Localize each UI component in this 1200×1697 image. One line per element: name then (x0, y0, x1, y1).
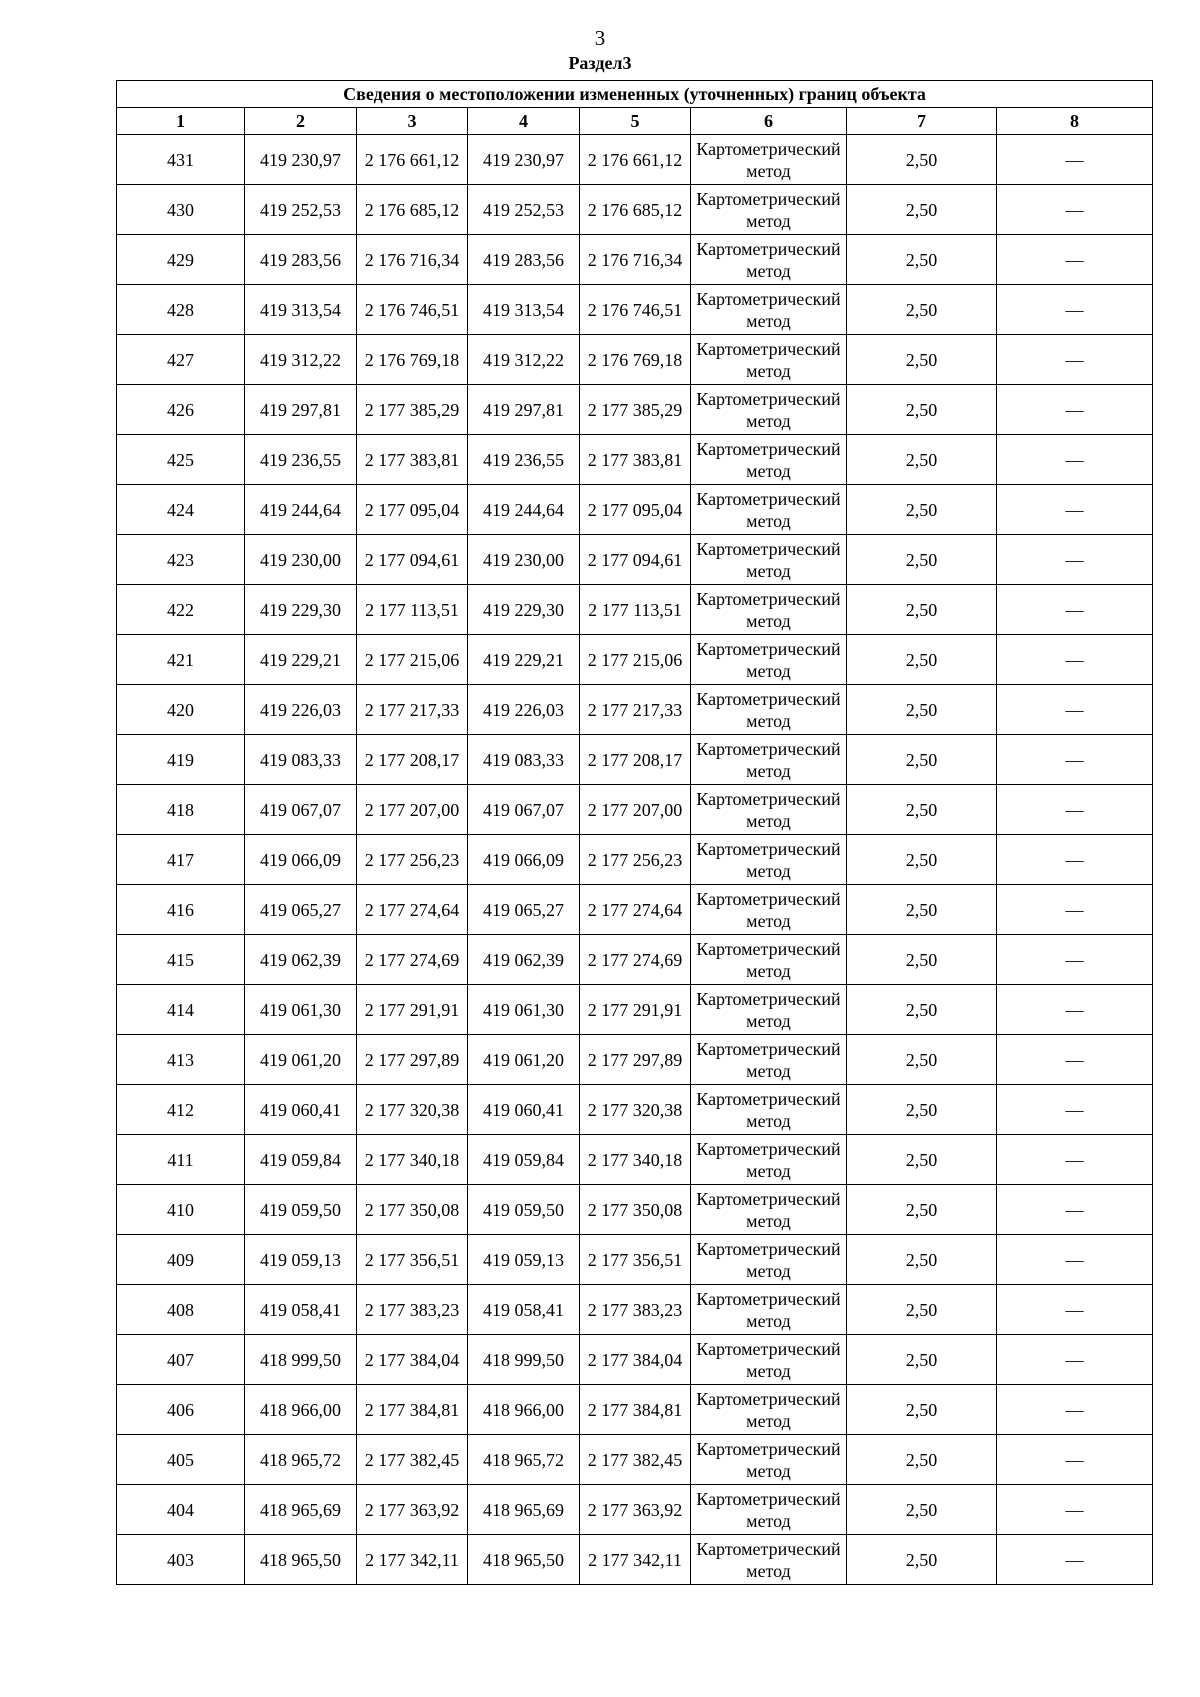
table-row (117, 435, 1153, 485)
cell-accuracy: 2,50 (847, 735, 997, 785)
table-row (117, 1235, 1153, 1285)
cell-x-existing: 419 060,41 (245, 1085, 357, 1135)
cell-description: — (997, 485, 1153, 535)
cell-accuracy: 2,50 (847, 135, 997, 185)
cell-description: — (997, 1085, 1153, 1135)
cell-y-new: 2 177 274,64 (580, 885, 691, 935)
cell-point-number: 420 (117, 685, 245, 735)
cell-accuracy: 2,50 (847, 1135, 997, 1185)
cell-method: Картометрический метод (691, 385, 847, 435)
cell-y-existing: 2 177 320,38 (357, 1085, 468, 1135)
cell-y-new: 2 176 769,18 (580, 335, 691, 385)
cell-description: — (997, 935, 1153, 985)
cell-accuracy: 2,50 (847, 685, 997, 735)
cell-point-number: 417 (117, 835, 245, 885)
cell-y-new: 2 177 207,00 (580, 785, 691, 835)
cell-x-new: 419 066,09 (468, 835, 580, 885)
cell-accuracy: 2,50 (847, 585, 997, 635)
cell-x-new: 419 065,27 (468, 885, 580, 935)
cell-x-existing: 419 283,56 (245, 235, 357, 285)
cell-x-new: 418 965,72 (468, 1435, 580, 1485)
cell-y-new: 2 177 320,38 (580, 1085, 691, 1135)
cell-y-existing: 2 177 385,29 (357, 385, 468, 435)
cell-y-new: 2 177 113,51 (580, 585, 691, 635)
cell-accuracy: 2,50 (847, 985, 997, 1035)
cell-y-existing: 2 177 383,23 (357, 1285, 468, 1335)
cell-y-existing: 2 177 356,51 (357, 1235, 468, 1285)
cell-x-new: 419 059,84 (468, 1135, 580, 1185)
cell-y-existing: 2 177 384,04 (357, 1335, 468, 1385)
table-row (117, 1435, 1153, 1485)
cell-accuracy: 2,50 (847, 835, 997, 885)
cell-point-number: 416 (117, 885, 245, 935)
cell-point-number: 424 (117, 485, 245, 535)
cell-point-number: 411 (117, 1135, 245, 1185)
cell-point-number: 403 (117, 1535, 245, 1585)
cell-y-existing: 2 176 746,51 (357, 285, 468, 335)
cell-y-existing: 2 177 256,23 (357, 835, 468, 885)
cell-method: Картометрический метод (691, 235, 847, 285)
cell-x-new: 418 965,50 (468, 1535, 580, 1585)
column-number: 4 (468, 108, 580, 135)
cell-description: — (997, 1335, 1153, 1385)
cell-y-new: 2 176 716,34 (580, 235, 691, 285)
cell-y-existing: 2 177 207,00 (357, 785, 468, 835)
cell-description: — (997, 1285, 1153, 1335)
cell-method: Картометрический метод (691, 585, 847, 635)
cell-method: Картометрический метод (691, 1285, 847, 1335)
cell-x-new: 419 061,30 (468, 985, 580, 1035)
cell-point-number: 406 (117, 1385, 245, 1435)
cell-description: — (997, 785, 1153, 835)
table-row (117, 185, 1153, 235)
cell-point-number: 404 (117, 1485, 245, 1535)
cell-y-new: 2 177 274,69 (580, 935, 691, 985)
cell-x-new: 419 297,81 (468, 385, 580, 435)
table-row (117, 735, 1153, 785)
cell-method: Картометрический метод (691, 485, 847, 535)
cell-x-existing: 419 244,64 (245, 485, 357, 535)
cell-x-existing: 419 061,30 (245, 985, 357, 1035)
table-row (117, 985, 1153, 1035)
table-row (117, 785, 1153, 835)
cell-x-new: 418 965,69 (468, 1485, 580, 1535)
table-row (117, 635, 1153, 685)
cell-x-new: 419 236,55 (468, 435, 580, 485)
table-row (117, 1335, 1153, 1385)
cell-description: — (997, 1435, 1153, 1485)
cell-method: Картометрический метод (691, 1085, 847, 1135)
table-row (117, 1385, 1153, 1435)
cell-x-new: 419 059,50 (468, 1185, 580, 1235)
cell-method: Картометрический метод (691, 935, 847, 985)
table-row (117, 1485, 1153, 1535)
table-caption-row (117, 81, 1153, 108)
table-caption: Сведения о местоположении измененных (уточненных) границ объекта (117, 81, 1153, 108)
cell-x-new: 419 283,56 (468, 235, 580, 285)
cell-x-new: 419 230,97 (468, 135, 580, 185)
column-number: 3 (357, 108, 468, 135)
cell-method: Картометрический метод (691, 1185, 847, 1235)
cell-y-new: 2 177 363,92 (580, 1485, 691, 1535)
cell-accuracy: 2,50 (847, 1385, 997, 1435)
cell-method: Картометрический метод (691, 1385, 847, 1435)
cell-description: — (997, 685, 1153, 735)
cell-y-existing: 2 177 340,18 (357, 1135, 468, 1185)
cell-accuracy: 2,50 (847, 185, 997, 235)
table-row (117, 1185, 1153, 1235)
cell-y-new: 2 177 095,04 (580, 485, 691, 535)
cell-x-new: 419 229,21 (468, 635, 580, 685)
table-row (117, 135, 1153, 185)
cell-point-number: 423 (117, 535, 245, 585)
section-title: Раздел3 (568, 53, 632, 73)
cell-x-new: 419 226,03 (468, 685, 580, 735)
cell-x-existing: 419 230,00 (245, 535, 357, 585)
cell-method: Картометрический метод (691, 685, 847, 735)
cell-method: Картометрический метод (691, 135, 847, 185)
cell-description: — (997, 1235, 1153, 1285)
cell-x-new: 419 067,07 (468, 785, 580, 835)
cell-method: Картометрический метод (691, 1535, 847, 1585)
cell-x-existing: 418 965,50 (245, 1535, 357, 1585)
cell-y-existing: 2 177 274,64 (357, 885, 468, 935)
cell-description: — (997, 735, 1153, 785)
cell-y-existing: 2 177 342,11 (357, 1535, 468, 1585)
cell-x-existing: 418 965,69 (245, 1485, 357, 1535)
cell-x-existing: 419 229,21 (245, 635, 357, 685)
cell-y-new: 2 177 297,89 (580, 1035, 691, 1085)
cell-accuracy: 2,50 (847, 1185, 997, 1235)
cell-method: Картометрический метод (691, 185, 847, 235)
cell-y-existing: 2 176 769,18 (357, 335, 468, 385)
cell-y-new: 2 177 215,06 (580, 635, 691, 685)
cell-y-new: 2 177 384,04 (580, 1335, 691, 1385)
column-number: 6 (691, 108, 847, 135)
cell-accuracy: 2,50 (847, 1035, 997, 1085)
cell-x-existing: 419 061,20 (245, 1035, 357, 1085)
cell-y-existing: 2 176 685,12 (357, 185, 468, 235)
cell-method: Картометрический метод (691, 735, 847, 785)
cell-method: Картометрический метод (691, 785, 847, 835)
cell-x-new: 418 966,00 (468, 1385, 580, 1435)
table-row (117, 1085, 1153, 1135)
cell-accuracy: 2,50 (847, 535, 997, 585)
cell-x-existing: 419 312,22 (245, 335, 357, 385)
cell-y-new: 2 177 256,23 (580, 835, 691, 885)
cell-method: Картометрический метод (691, 985, 847, 1035)
cell-y-new: 2 177 385,29 (580, 385, 691, 435)
cell-x-existing: 419 236,55 (245, 435, 357, 485)
cell-accuracy: 2,50 (847, 235, 997, 285)
cell-accuracy: 2,50 (847, 785, 997, 835)
cell-x-new: 419 058,41 (468, 1285, 580, 1335)
cell-accuracy: 2,50 (847, 385, 997, 435)
column-number: 2 (245, 108, 357, 135)
table-row (117, 935, 1153, 985)
cell-y-new: 2 177 217,33 (580, 685, 691, 735)
cell-description: — (997, 1385, 1153, 1435)
cell-x-new: 419 061,20 (468, 1035, 580, 1085)
cell-x-existing: 418 965,72 (245, 1435, 357, 1485)
cell-y-new: 2 177 340,18 (580, 1135, 691, 1185)
cell-y-existing: 2 177 363,92 (357, 1485, 468, 1535)
cell-accuracy: 2,50 (847, 885, 997, 935)
cell-description: — (997, 235, 1153, 285)
cell-y-new: 2 176 746,51 (580, 285, 691, 335)
table-row (117, 335, 1153, 385)
cell-y-new: 2 177 356,51 (580, 1235, 691, 1285)
cell-method: Картометрический метод (691, 1335, 847, 1385)
cell-x-existing: 419 067,07 (245, 785, 357, 835)
cell-point-number: 414 (117, 985, 245, 1035)
cell-point-number: 422 (117, 585, 245, 635)
cell-y-new: 2 176 661,12 (580, 135, 691, 185)
cell-description: — (997, 385, 1153, 435)
boundary-coordinates-table (116, 80, 1153, 1585)
cell-y-existing: 2 177 274,69 (357, 935, 468, 985)
cell-y-existing: 2 177 291,91 (357, 985, 468, 1035)
cell-x-existing: 419 252,53 (245, 185, 357, 235)
cell-point-number: 425 (117, 435, 245, 485)
cell-y-existing: 2 177 383,81 (357, 435, 468, 485)
cell-point-number: 412 (117, 1085, 245, 1135)
cell-x-new: 419 062,39 (468, 935, 580, 985)
cell-x-new: 419 060,41 (468, 1085, 580, 1135)
cell-x-existing: 418 966,00 (245, 1385, 357, 1435)
table-body (117, 135, 1153, 1585)
cell-x-new: 419 083,33 (468, 735, 580, 785)
cell-x-new: 419 252,53 (468, 185, 580, 235)
cell-x-existing: 419 059,50 (245, 1185, 357, 1235)
cell-x-existing: 419 059,84 (245, 1135, 357, 1185)
cell-x-existing: 419 058,41 (245, 1285, 357, 1335)
cell-x-new: 419 244,64 (468, 485, 580, 535)
cell-point-number: 418 (117, 785, 245, 835)
cell-point-number: 410 (117, 1185, 245, 1235)
cell-x-existing: 419 230,97 (245, 135, 357, 185)
cell-y-new: 2 177 291,91 (580, 985, 691, 1035)
cell-x-existing: 419 065,27 (245, 885, 357, 935)
column-number-row (117, 108, 1153, 135)
cell-y-existing: 2 177 384,81 (357, 1385, 468, 1435)
table-row (117, 285, 1153, 335)
cell-method: Картометрический метод (691, 835, 847, 885)
table-row (117, 885, 1153, 935)
cell-x-new: 419 312,22 (468, 335, 580, 385)
cell-method: Картометрический метод (691, 1485, 847, 1535)
cell-point-number: 429 (117, 235, 245, 285)
cell-accuracy: 2,50 (847, 1235, 997, 1285)
cell-accuracy: 2,50 (847, 635, 997, 685)
cell-point-number: 419 (117, 735, 245, 785)
cell-description: — (997, 135, 1153, 185)
cell-accuracy: 2,50 (847, 335, 997, 385)
cell-accuracy: 2,50 (847, 935, 997, 985)
cell-method: Картометрический метод (691, 335, 847, 385)
column-number: 5 (580, 108, 691, 135)
cell-y-existing: 2 177 217,33 (357, 685, 468, 735)
cell-point-number: 409 (117, 1235, 245, 1285)
cell-point-number: 415 (117, 935, 245, 985)
table-row (117, 1035, 1153, 1085)
cell-y-new: 2 177 384,81 (580, 1385, 691, 1435)
cell-point-number: 426 (117, 385, 245, 435)
cell-x-new: 419 059,13 (468, 1235, 580, 1285)
cell-y-new: 2 177 350,08 (580, 1185, 691, 1235)
table-row (117, 685, 1153, 735)
cell-y-existing: 2 177 094,61 (357, 535, 468, 585)
cell-y-existing: 2 176 716,34 (357, 235, 468, 285)
cell-x-existing: 419 313,54 (245, 285, 357, 335)
cell-point-number: 405 (117, 1435, 245, 1485)
cell-y-existing: 2 177 113,51 (357, 585, 468, 635)
cell-point-number: 430 (117, 185, 245, 235)
cell-x-existing: 419 229,30 (245, 585, 357, 635)
table-row (117, 1535, 1153, 1585)
cell-x-new: 419 313,54 (468, 285, 580, 335)
cell-point-number: 431 (117, 135, 245, 185)
cell-y-existing: 2 177 215,06 (357, 635, 468, 685)
cell-method: Картометрический метод (691, 535, 847, 585)
cell-description: — (997, 1035, 1153, 1085)
cell-point-number: 427 (117, 335, 245, 385)
table-row (117, 485, 1153, 535)
table-row (117, 535, 1153, 585)
table-row (117, 1135, 1153, 1185)
cell-accuracy: 2,50 (847, 1435, 997, 1485)
cell-x-existing: 419 083,33 (245, 735, 357, 785)
cell-x-existing: 419 062,39 (245, 935, 357, 985)
cell-y-existing: 2 176 661,12 (357, 135, 468, 185)
column-number: 7 (847, 108, 997, 135)
cell-y-existing: 2 177 382,45 (357, 1435, 468, 1485)
cell-description: — (997, 335, 1153, 385)
cell-point-number: 408 (117, 1285, 245, 1335)
cell-x-existing: 418 999,50 (245, 1335, 357, 1385)
cell-accuracy: 2,50 (847, 1485, 997, 1535)
cell-description: — (997, 285, 1153, 335)
cell-accuracy: 2,50 (847, 1085, 997, 1135)
cell-x-existing: 419 226,03 (245, 685, 357, 735)
cell-y-existing: 2 177 297,89 (357, 1035, 468, 1085)
cell-description: — (997, 185, 1153, 235)
table-row (117, 1285, 1153, 1335)
cell-accuracy: 2,50 (847, 1535, 997, 1585)
cell-y-new: 2 176 685,12 (580, 185, 691, 235)
cell-description: — (997, 535, 1153, 585)
page-number: 3 (594, 26, 606, 50)
cell-y-new: 2 177 383,81 (580, 435, 691, 485)
column-number: 1 (117, 108, 245, 135)
cell-y-new: 2 177 208,17 (580, 735, 691, 785)
cell-description: — (997, 1135, 1153, 1185)
cell-x-new: 419 230,00 (468, 535, 580, 585)
cell-method: Картометрический метод (691, 1035, 847, 1085)
cell-y-existing: 2 177 350,08 (357, 1185, 468, 1235)
cell-description: — (997, 585, 1153, 635)
table-row (117, 385, 1153, 435)
cell-method: Картометрический метод (691, 885, 847, 935)
cell-method: Картометрический метод (691, 285, 847, 335)
cell-y-new: 2 177 342,11 (580, 1535, 691, 1585)
cell-description: — (997, 985, 1153, 1035)
cell-description: — (997, 435, 1153, 485)
cell-point-number: 407 (117, 1335, 245, 1385)
cell-method: Картометрический метод (691, 1435, 847, 1485)
cell-method: Картометрический метод (691, 435, 847, 485)
cell-description: — (997, 1185, 1153, 1235)
cell-y-new: 2 177 382,45 (580, 1435, 691, 1485)
cell-description: — (997, 1485, 1153, 1535)
table-row (117, 235, 1153, 285)
cell-accuracy: 2,50 (847, 435, 997, 485)
cell-method: Картометрический метод (691, 635, 847, 685)
cell-y-new: 2 177 383,23 (580, 1285, 691, 1335)
cell-accuracy: 2,50 (847, 485, 997, 535)
table-row (117, 585, 1153, 635)
cell-y-new: 2 177 094,61 (580, 535, 691, 585)
cell-point-number: 413 (117, 1035, 245, 1085)
cell-method: Картометрический метод (691, 1135, 847, 1185)
cell-description: — (997, 1535, 1153, 1585)
cell-point-number: 421 (117, 635, 245, 685)
column-number: 8 (997, 108, 1153, 135)
table-row (117, 835, 1153, 885)
cell-x-new: 419 229,30 (468, 585, 580, 635)
cell-x-existing: 419 297,81 (245, 385, 357, 435)
cell-x-new: 418 999,50 (468, 1335, 580, 1385)
cell-accuracy: 2,50 (847, 1285, 997, 1335)
cell-method: Картометрический метод (691, 1235, 847, 1285)
cell-point-number: 428 (117, 285, 245, 335)
cell-description: — (997, 635, 1153, 685)
cell-accuracy: 2,50 (847, 1335, 997, 1385)
cell-x-existing: 419 059,13 (245, 1235, 357, 1285)
cell-y-existing: 2 177 095,04 (357, 485, 468, 535)
cell-x-existing: 419 066,09 (245, 835, 357, 885)
cell-accuracy: 2,50 (847, 285, 997, 335)
cell-description: — (997, 835, 1153, 885)
cell-y-existing: 2 177 208,17 (357, 735, 468, 785)
cell-description: — (997, 885, 1153, 935)
